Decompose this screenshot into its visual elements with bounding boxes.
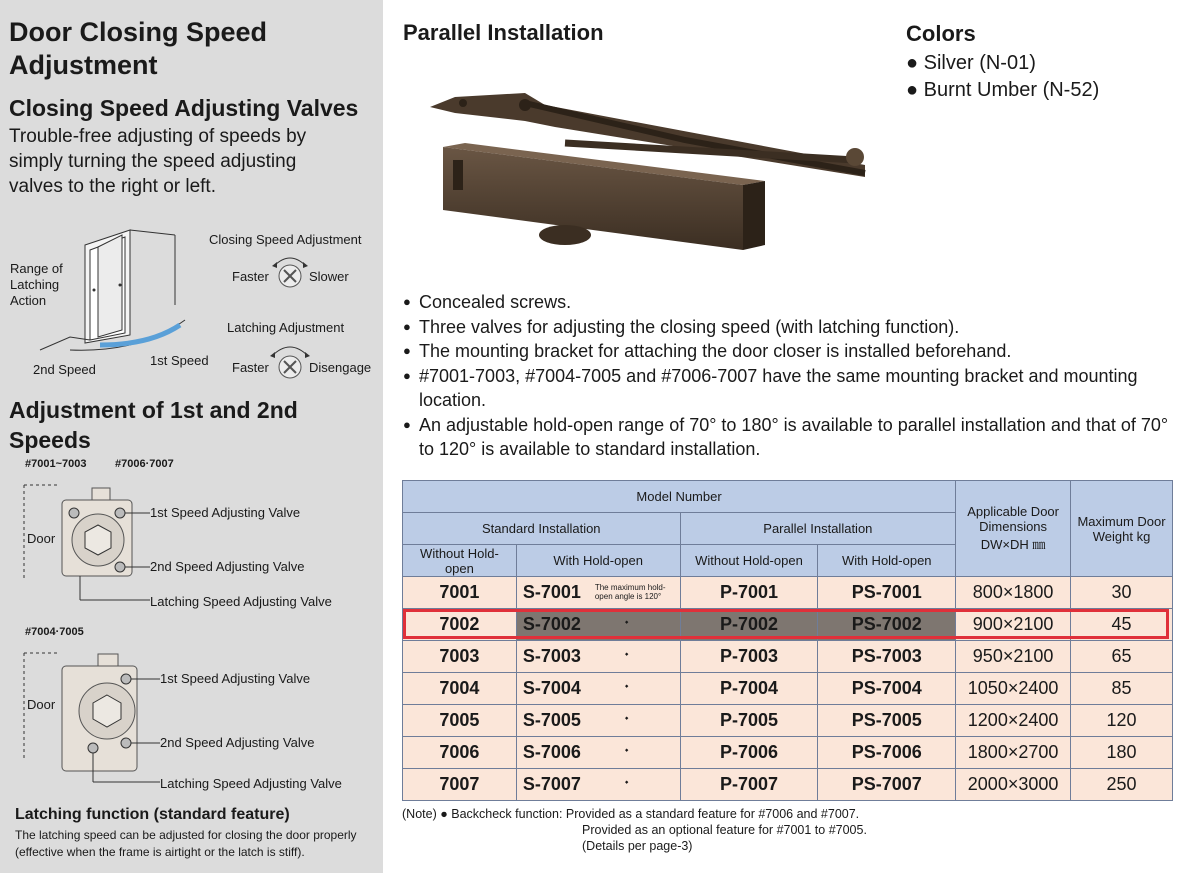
feature-item: ● The mounting bracket for attaching the door closer is installed beforehand. (403, 339, 1173, 364)
latching-valve-icon (266, 340, 314, 382)
colors-title: Colors (906, 21, 976, 46)
group2-door-label: Door (27, 697, 56, 712)
color-silver: Silver (N-01) (923, 52, 1036, 74)
dimensions-cell: 800×1800 (956, 577, 1071, 609)
note-label: (Note) (402, 807, 437, 821)
table-row (403, 577, 1173, 609)
latching-function-title: Latching function (standard feature) (15, 806, 290, 823)
parallel-cell: P-7004 (680, 673, 818, 705)
group2-models: #7004·7005 (25, 626, 84, 638)
parallel-hold-cell: PS-7001 (818, 577, 956, 609)
parallel-hold-cell: PS-7003 (818, 641, 956, 673)
parallel-cell: P-7007 (680, 769, 818, 801)
parallel-cell: P-7005 (680, 705, 818, 737)
dimensions-cell: 2000×3000 (956, 769, 1071, 801)
model-cell: 7004 (403, 673, 517, 705)
group2-latching-valve-label: Latching Speed Adjusting Valve (160, 776, 342, 791)
color-burnt-umber: Burnt Umber (N-52) (923, 79, 1100, 101)
feature-item: ● #7001-7003, #7004-7005 and #7006-7007 have the same mounting bracket and mounting location. (403, 364, 1173, 413)
header-standard: Standard Installation (403, 513, 681, 545)
table-note (402, 806, 867, 854)
header-weight: Maximum Door Weight kg (1071, 481, 1173, 577)
dimensions-cell: 900×2100 (956, 609, 1071, 641)
table-row-highlighted (403, 609, 1173, 641)
note-line2: Provided as an optional feature for #7001 to #7005. (582, 823, 867, 837)
parallel-cell: P-7002 (680, 609, 818, 641)
latching-text-line1: The latching speed can be adjusted for closing the door properly (15, 828, 357, 842)
adjustment-heading: Adjustment of 1st and 2nd Speeds (9, 397, 298, 453)
group1-second-valve-label: 2nd Speed Adjusting Valve (150, 559, 305, 574)
header-parallel: Parallel Installation (680, 513, 956, 545)
color-item: ● Burnt Umber (N-52) (906, 79, 1100, 101)
parallel-hold-cell: PS-7002 (818, 609, 956, 641)
second-speed-label: 2nd Speed (33, 362, 96, 377)
first-speed-label: 1st Speed (150, 353, 209, 368)
model-cell: 7007 (403, 769, 517, 801)
parallel-cell: P-7003 (680, 641, 818, 673)
dimensions-cell: 1050×2400 (956, 673, 1071, 705)
group1-latching-valve-label: Latching Speed Adjusting Valve (150, 594, 332, 609)
range-latching-label: Range of Latching Action (10, 261, 63, 308)
weight-cell: 65 (1071, 641, 1173, 673)
std-hold-cell: S-7001 The maximum hold-open angle is 120° (516, 577, 680, 609)
group1-first-valve-label: 1st Speed Adjusting Valve (150, 505, 301, 520)
valve-diagram-2 (20, 648, 165, 788)
table-row (403, 673, 1173, 705)
feature-list (403, 290, 1173, 462)
table-row (403, 705, 1173, 737)
weight-cell: 30 (1071, 577, 1173, 609)
weight-cell: 180 (1071, 737, 1173, 769)
parallel-hold-cell: PS-7005 (818, 705, 956, 737)
header-dimensions: Applicable Door Dimensions DW×DH ㎜ (956, 481, 1071, 577)
hold-open-note: The maximum hold-open angle is 120° (594, 583, 666, 601)
same-note-mark: ⬩ (624, 745, 629, 756)
group1-door-label: Door (27, 531, 56, 546)
closing-faster-label: Faster (232, 269, 269, 284)
disengage-label: Disengage (309, 360, 372, 375)
model-cell: 7003 (403, 641, 517, 673)
feature-item: ● Concealed screws. (403, 290, 1173, 315)
dimensions-cell: 1200×2400 (956, 705, 1071, 737)
parallel-hold-cell: PS-7007 (818, 769, 956, 801)
feature-item: ● Three valves for adjusting the closing speed (with latching function). (403, 315, 1173, 340)
header-p-without-hold: Without Hold-open (680, 545, 818, 577)
header-with-hold: With Hold-open (516, 545, 680, 577)
weight-cell: 85 (1071, 673, 1173, 705)
table-row (403, 641, 1173, 673)
feature-item: ● An adjustable hold-open range of 70° to 180° is available to parallel installation and that of 70° to 120° is available to standard installation. (403, 413, 1173, 462)
table-row (403, 769, 1173, 801)
page-title: Door Closing Speed Adjustment (9, 17, 268, 80)
group2-first-valve-label: 1st Speed Adjusting Valve (160, 671, 311, 686)
std-hold-cell: S-7006 ⬩ (516, 737, 680, 769)
model-cell: 7006 (403, 737, 517, 769)
left-panel (0, 0, 383, 873)
std-hold-cell: S-7004 ⬩ (516, 673, 680, 705)
model-spec-table (402, 480, 1173, 801)
note-line3: (Details per page-3) (582, 839, 693, 853)
door-closer-product-image (425, 85, 875, 250)
parallel-hold-cell: PS-7006 (818, 737, 956, 769)
colors-list (906, 50, 1099, 104)
weight-cell: 120 (1071, 705, 1173, 737)
table-row (403, 737, 1173, 769)
weight-cell: 250 (1071, 769, 1173, 801)
group1-models-b: #7006·7007 (115, 458, 174, 470)
color-item: ● Silver (N-01) (906, 52, 1036, 74)
group2-second-valve-label: 2nd Speed Adjusting Valve (160, 735, 315, 750)
parallel-cell: P-7001 (680, 577, 818, 609)
closing-valve-icon (268, 252, 312, 292)
header-without-hold: Without Hold-open (403, 545, 517, 577)
closing-adjustment-title: Closing Speed Adjustment (209, 232, 362, 247)
dimensions-cell: 950×2100 (956, 641, 1071, 673)
latching-faster-label: Faster (232, 360, 269, 375)
weight-cell: 45 (1071, 609, 1173, 641)
group1-models-a: #7001~7003 (25, 458, 87, 470)
same-note-mark: ⬩ (624, 777, 629, 788)
latching-text-line2: (effective when the frame is airtight or the latch is stiff). (15, 845, 305, 859)
header-p-with-hold: With Hold-open (818, 545, 956, 577)
same-note-mark: ⬩ (624, 681, 629, 692)
std-hold-cell: S-7002 ⬩ (516, 609, 680, 641)
parallel-hold-cell: PS-7004 (818, 673, 956, 705)
dimensions-cell: 1800×2700 (956, 737, 1071, 769)
model-cell: 7005 (403, 705, 517, 737)
std-hold-cell: S-7003 ⬩ (516, 641, 680, 673)
note-line1: (Note) ● Backcheck function: Provided as a standard feature for #7006 and #7007. (402, 807, 860, 821)
header-model-number: Model Number (403, 481, 956, 513)
latching-function-text (15, 827, 385, 861)
model-cell: 7002 (403, 609, 517, 641)
std-hold-cell: S-7005 ⬩ (516, 705, 680, 737)
same-note-mark: ⬩ (624, 649, 629, 660)
model-cell: 7001 (403, 577, 517, 609)
same-note-mark: ⬩ (624, 713, 629, 724)
std-hold-cell: S-7007 ⬩ (516, 769, 680, 801)
valves-description: Trouble-free adjusting of speeds by simply turning the speed adjusting valves to the right or left. (9, 126, 307, 197)
latching-adjustment-title: Latching Adjustment (227, 320, 345, 335)
same-note-mark: ⬩ (624, 617, 629, 628)
closing-slower-label: Slower (309, 269, 349, 284)
parallel-cell: P-7006 (680, 737, 818, 769)
valves-heading: Closing Speed Adjusting Valves (9, 95, 359, 121)
parallel-installation-title: Parallel Installation (403, 20, 604, 45)
